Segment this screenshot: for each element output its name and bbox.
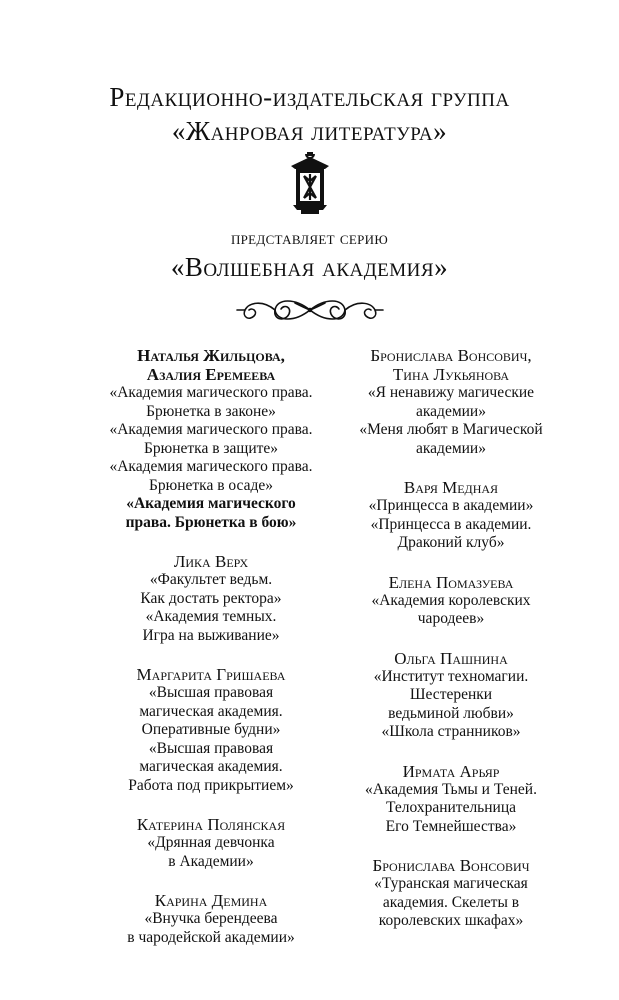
book-title-line: «Академия Тьмы и Теней.: [365, 780, 537, 798]
book-title-line: академии»: [416, 439, 486, 457]
book-title-line: Брюнетка в законе»: [146, 402, 276, 420]
author-name: Ольга Пашнина: [394, 648, 508, 668]
book-title-line: «Я ненавижу магические: [367, 384, 535, 401]
publisher-header: [0, 80, 619, 148]
book-entry: [322, 762, 580, 837]
book-title-line: Брюнетка в защите»: [143, 439, 279, 457]
book-title-line: «Академия магического права.: [109, 384, 313, 401]
book-title-line: Оперативные будни»: [141, 721, 281, 738]
book-title-line: «Школа странников»: [381, 723, 521, 740]
book-title-line: «Принцесса в академии.: [370, 515, 532, 533]
book-title-line: академии»: [416, 402, 486, 420]
book-title-line: «Меня любят в Магической: [359, 421, 543, 438]
author-name: Азалия Еремеева: [146, 365, 276, 384]
book-title-line: Брюнетка в осаде»: [148, 476, 274, 494]
book-title-line: «Дрянная девчонка: [147, 834, 275, 851]
presents-series-label: представляет серию: [230, 228, 389, 249]
book-title-line: академия. Скелеты в: [382, 893, 520, 911]
lantern-icon: [287, 150, 333, 216]
book-entry: [86, 552, 336, 645]
book-title-line: в Академии»: [168, 852, 254, 870]
author-name: Елена Помазуева: [388, 572, 514, 592]
book-entry: [86, 815, 336, 871]
author-name: Карина Демина: [154, 891, 268, 910]
book-entry: [86, 891, 336, 947]
flourish-ornament-icon: [235, 290, 385, 330]
book-title-line: Как достать ректора»: [140, 589, 282, 607]
author-name: Бронислава Вонсович,: [370, 346, 532, 365]
book-title-line: Его Темнейшества»: [385, 817, 517, 835]
book-title-line: магическая академия.: [139, 702, 283, 720]
book-entry: [322, 856, 580, 931]
book-title-line: Игра на выживание»: [142, 626, 280, 644]
author-name: Бронислава Вонсович: [372, 856, 530, 875]
book-title-line: Драконий клуб»: [397, 534, 505, 551]
author-name: Варя Медная: [403, 478, 499, 497]
book-title-line: чародеев»: [417, 610, 485, 627]
book-title-line: Шестеренки: [409, 686, 493, 703]
book-title-line: ведьминой любви»: [388, 704, 514, 722]
book-title-line: Телохранительница: [385, 799, 517, 816]
right-book-list: [322, 346, 580, 951]
book-title-line: «Принцесса в академии»: [368, 497, 534, 514]
author-name: Катерина Полянская: [136, 815, 286, 834]
book-entry: [322, 478, 580, 553]
book-title-line: в чародейской академии»: [127, 928, 295, 946]
author-name: Лика Верх: [173, 552, 249, 571]
book-title-line: «Академия королевских: [371, 591, 531, 609]
author-name: Наталья Жильцова,: [137, 346, 285, 365]
book-entry: [86, 346, 336, 532]
book-title-line: «Академия магического права.: [109, 458, 313, 475]
series-title: «Волшебная академия»: [170, 252, 449, 282]
book-title-line: «Внучка берендеева: [144, 910, 278, 927]
book-title-line: «Академия магического права.: [109, 421, 313, 438]
book-entry: [322, 573, 580, 629]
left-book-list: [86, 346, 336, 967]
book-title-line: «Факультет ведьм.: [149, 571, 273, 588]
book-title-line: «Высшая правовая: [148, 739, 274, 757]
publisher-name-line-2: «Жанровая литература»: [171, 116, 448, 146]
book-title-line: «Академия темных.: [145, 608, 277, 625]
new-book-title-line: права. Брюнетка в бою»: [125, 513, 297, 531]
book-title-line: королевских шкафах»: [378, 912, 524, 929]
book-title-line: Работа под прикрытием»: [128, 776, 294, 794]
author-name: Маргарита Гришаева: [136, 665, 286, 684]
book-entry: [322, 649, 580, 742]
new-book-title-line: «Академия магического: [126, 495, 296, 512]
book-title-line: магическая академия.: [139, 758, 283, 775]
author-name: Ирмата Арьяр: [402, 761, 500, 781]
book-title-line: «Туранская магическая: [374, 875, 528, 892]
book-title-line: «Высшая правовая: [148, 684, 274, 701]
author-name: Тина Лукьянова: [392, 365, 510, 384]
book-entry: [86, 665, 336, 795]
publisher-name-line-1: Редакционно-издательская группа: [109, 82, 510, 112]
book-entry: [322, 346, 580, 458]
book-title-line: «Институт техномагии.: [373, 667, 529, 685]
